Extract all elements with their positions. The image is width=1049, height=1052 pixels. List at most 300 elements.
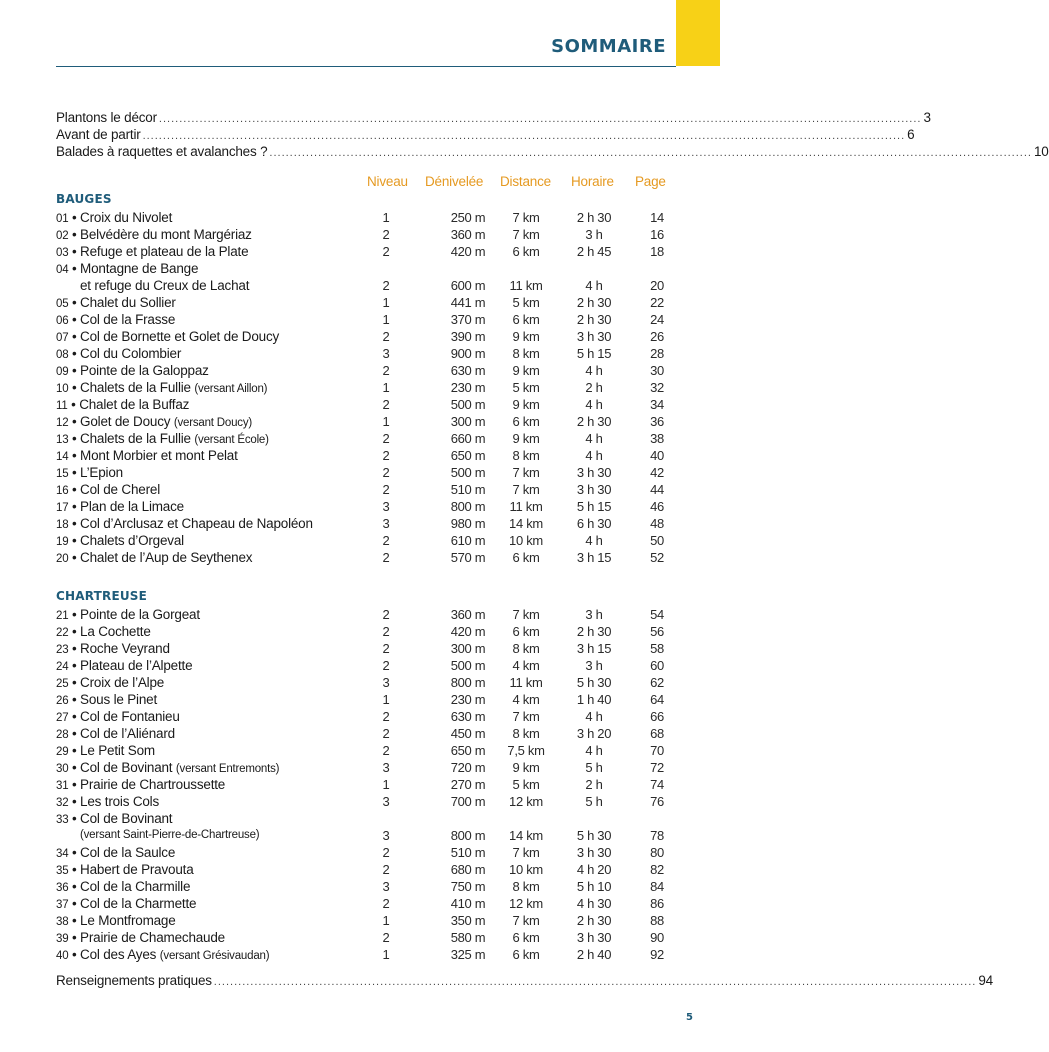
toc-label: Plantons le décor (56, 110, 157, 125)
route-page-value: 56 (650, 624, 664, 639)
leader-dots: ............................................................................................................................................................................................ (213, 976, 977, 988)
route-page (650, 532, 664, 549)
route-number: 31 (56, 780, 69, 792)
col-header-page: Page (635, 174, 666, 189)
route-horaire-value: 4 h (585, 397, 603, 412)
route-name: Col de Bovinant (80, 811, 173, 826)
route-row[interactable] (56, 464, 666, 481)
route-niveau-value: 2 (382, 930, 390, 945)
route-horaire-value: 2 h 30 (576, 295, 612, 310)
route-distance-value: 5 km (512, 777, 540, 792)
route-name: Habert de Pravouta (80, 862, 194, 877)
toc-page: 3 (923, 110, 931, 125)
route-number: 05 (56, 298, 69, 310)
route-name: Col de la Saulce (80, 845, 176, 860)
route-niveau-value: 1 (382, 295, 390, 310)
route-horaire-value: 2 h 30 (576, 312, 612, 327)
route-horaire-value: 4 h (585, 363, 603, 378)
route-variant: (versant École) (194, 434, 269, 446)
route-horaire-value: 4 h (585, 743, 603, 758)
route-niveau-value: 2 (382, 329, 390, 344)
route-distance-value: 10 km (509, 862, 543, 877)
route-name: L’Epion (80, 465, 123, 480)
route-row[interactable] (56, 861, 666, 878)
route-denivele-value: 630 m (450, 363, 486, 378)
route-row[interactable] (56, 209, 666, 226)
route-page (650, 209, 664, 226)
route-horaire-value: 5 h (585, 760, 603, 775)
bullet-separator: • (68, 862, 81, 877)
route-distance-value: 6 km (512, 244, 540, 259)
route-page (650, 277, 664, 294)
route-horaire-value: 5 h 15 (576, 499, 612, 514)
toc-intro-3[interactable] (56, 143, 1049, 160)
route-name: Le Petit Som (80, 743, 155, 758)
route-niveau-value: 2 (382, 482, 390, 497)
route-denivele-value: 500 m (450, 658, 486, 673)
route-niveau-value: 3 (382, 499, 390, 514)
route-page (650, 345, 664, 362)
bullet-separator: • (68, 380, 81, 395)
bullet-separator: • (68, 913, 81, 928)
route-name: Refuge et plateau de la Plate (80, 244, 249, 259)
route-denivele-value: 510 m (450, 482, 486, 497)
route-niveau-value: 3 (382, 675, 390, 690)
route-niveau-value: 1 (382, 380, 390, 395)
route-distance-value: 9 km (512, 431, 540, 446)
route-denivele-value: 360 m (450, 227, 486, 242)
route-number: 29 (56, 746, 69, 758)
bullet-separator: • (68, 641, 81, 656)
route-row[interactable] (56, 929, 666, 946)
route-row[interactable] (56, 878, 666, 895)
route-distance-value: 8 km (512, 726, 540, 741)
route-horaire-value: 3 h 30 (576, 930, 612, 945)
route-denivele-value: 510 m (450, 845, 486, 860)
route-number: 18 (56, 519, 69, 531)
bullet-separator: • (68, 930, 81, 945)
bullet-separator: • (68, 658, 81, 673)
bullet-separator: • (68, 482, 81, 497)
route-name: Belvédère du mont Margériaz (80, 227, 252, 242)
route-page (650, 640, 664, 657)
route-name: Col de l’Aliénard (80, 726, 175, 741)
route-distance-value: 12 km (509, 794, 543, 809)
route-row[interactable] (56, 396, 666, 413)
route-niveau-value: 2 (382, 533, 390, 548)
bullet-separator: • (68, 329, 81, 344)
route-horaire-value: 5 h 10 (576, 879, 612, 894)
route-row[interactable] (56, 895, 666, 912)
route-denivele-value: 450 m (450, 726, 486, 741)
route-horaire-value: 3 h (585, 658, 603, 673)
route-page (650, 793, 664, 810)
route-horaire-value: 3 h 15 (576, 550, 612, 565)
route-page-value: 24 (650, 312, 664, 327)
route-row[interactable] (56, 498, 666, 515)
route-row[interactable] (56, 708, 666, 725)
route-niveau-value: 2 (382, 709, 390, 724)
route-page-value: 62 (650, 675, 664, 690)
route-page-value: 54 (650, 607, 664, 622)
bullet-separator: • (68, 692, 81, 707)
route-niveau-value: 1 (382, 312, 390, 327)
route-horaire-value: 2 h 30 (576, 210, 612, 225)
route-distance-value: 7 km (512, 465, 540, 480)
bullet-separator: • (68, 726, 81, 741)
toc-label: Renseignements pratiques (56, 973, 212, 988)
route-horaire-value: 5 h 30 (576, 828, 612, 843)
route-name: Plan de la Limace (80, 499, 184, 514)
toc-page: 10 (1033, 144, 1049, 159)
route-horaire-value: 5 h 30 (576, 675, 612, 690)
route-niveau-value: 2 (382, 641, 390, 656)
section-heading: BAUGES (56, 192, 112, 206)
route-page (650, 878, 664, 895)
route-distance-value: 7 km (512, 607, 540, 622)
route-number: 13 (56, 434, 69, 446)
route-number: 33 (56, 814, 69, 826)
bullet-separator: • (68, 624, 81, 639)
route-horaire-value: 5 h 15 (576, 346, 612, 361)
toc-intro-2[interactable] (56, 126, 915, 143)
route-name: Col de la Charmille (80, 879, 191, 894)
route-distance-value: 14 km (509, 516, 543, 531)
route-row[interactable] (56, 844, 666, 861)
toc-label: Balades à raquettes et avalanches ? (56, 144, 268, 159)
route-name: Chalets de la Fullie (80, 431, 191, 446)
toc-outro[interactable] (56, 972, 993, 989)
route-distance-value: 8 km (512, 448, 540, 463)
route-row[interactable] (56, 725, 666, 742)
route-row[interactable] (56, 657, 666, 674)
route-number: 06 (56, 315, 69, 327)
bullet-separator: • (68, 261, 81, 276)
route-number: 25 (56, 678, 69, 690)
route-row[interactable] (56, 481, 666, 498)
route-distance-value: 8 km (512, 346, 540, 361)
bullet-separator: • (68, 244, 81, 259)
route-page-value: 44 (650, 482, 664, 497)
route-page (650, 844, 664, 861)
route-number: 12 (56, 417, 69, 429)
route-row[interactable] (56, 413, 666, 430)
route-name: Col de Bornette et Golet de Doucy (80, 329, 280, 344)
toc-page: 94 (978, 973, 993, 988)
route-niveau-value: 2 (382, 227, 390, 242)
route-horaire-value: 3 h 30 (576, 845, 612, 860)
route-niveau-value: 1 (382, 947, 390, 962)
route-number: 04 (56, 264, 69, 276)
route-row[interactable] (56, 328, 666, 345)
route-row[interactable] (56, 793, 666, 810)
col-header-denivele: Dénivelée (425, 174, 484, 189)
route-name: Prairie de Chamechaude (80, 930, 225, 945)
route-row[interactable] (56, 691, 666, 708)
route-denivele-value: 500 m (450, 465, 486, 480)
route-page-value: 16 (650, 227, 664, 242)
route-row[interactable] (56, 362, 666, 379)
route-page-value: 52 (650, 550, 664, 565)
route-page (650, 379, 664, 396)
route-distance-value: 11 km (509, 499, 543, 514)
route-page (650, 481, 664, 498)
route-distance-value: 7 km (512, 709, 540, 724)
bullet-separator: • (68, 879, 81, 894)
route-number: 24 (56, 661, 69, 673)
route-horaire-value: 4 h (585, 448, 603, 463)
route-horaire-value: 4 h 20 (576, 862, 612, 877)
route-niveau-value: 2 (382, 397, 390, 412)
route-denivele-value: 420 m (450, 244, 486, 259)
route-denivele-value: 800 m (450, 675, 486, 690)
route-number: 23 (56, 644, 69, 656)
route-page-value: 38 (650, 431, 664, 446)
route-denivele-value: 325 m (450, 947, 486, 962)
route-horaire-value: 2 h (585, 380, 603, 395)
route-niveau-value: 2 (382, 862, 390, 877)
route-variant: (versant Entremonts) (175, 763, 280, 775)
route-horaire-value: 4 h (585, 533, 603, 548)
route-number: 32 (56, 797, 69, 809)
route-number: 20 (56, 553, 69, 565)
bullet-separator: • (68, 227, 81, 242)
route-page-value: 14 (650, 210, 664, 225)
route-number: 34 (56, 848, 69, 860)
route-page-value: 82 (650, 862, 664, 877)
route-page (650, 606, 664, 623)
route-horaire-value: 3 h (585, 607, 603, 622)
route-niveau-value: 3 (382, 346, 390, 361)
route-horaire-value: 3 h 30 (576, 482, 612, 497)
route-row[interactable] (56, 776, 666, 793)
route-row[interactable] (56, 810, 666, 844)
route-number: 28 (56, 729, 69, 741)
route-page-value: 72 (650, 760, 664, 775)
route-denivele-value: 250 m (450, 210, 486, 225)
route-niveau-value: 2 (382, 607, 390, 622)
bullet-separator: • (68, 811, 81, 826)
route-denivele-value: 700 m (450, 794, 486, 809)
route-row[interactable] (56, 243, 666, 260)
route-row[interactable] (56, 549, 666, 566)
toc-intro-1[interactable] (56, 109, 931, 126)
route-niveau-value: 2 (382, 896, 390, 911)
route-page-value: 90 (650, 930, 664, 945)
route-row[interactable] (56, 226, 666, 243)
route-niveau-value: 1 (382, 210, 390, 225)
route-number: 08 (56, 349, 69, 361)
route-row[interactable] (56, 379, 666, 396)
route-number: 07 (56, 332, 69, 344)
route-denivele-value: 680 m (450, 862, 486, 877)
route-niveau-value: 3 (382, 794, 390, 809)
route-name-continued: et refuge du Creux de Lachat (80, 278, 250, 293)
route-distance-value: 11 km (509, 675, 543, 690)
route-name: Chalet du Sollier (80, 295, 176, 310)
bullet-separator: • (68, 431, 81, 446)
route-horaire-value: 6 h 30 (576, 516, 612, 531)
page-number: 5 (686, 1012, 693, 1023)
route-row[interactable] (56, 515, 666, 532)
bullet-separator: • (68, 947, 81, 962)
bullet-separator: • (68, 346, 81, 361)
bullet-separator: • (68, 448, 81, 463)
route-niveau-value: 2 (382, 278, 390, 293)
route-page (650, 708, 664, 725)
route-page (650, 413, 664, 430)
route-distance-value: 7 km (512, 210, 540, 225)
bullet-separator: • (68, 794, 81, 809)
route-row[interactable] (56, 640, 666, 657)
route-niveau-value: 2 (382, 448, 390, 463)
route-row[interactable] (56, 606, 666, 623)
route-denivele-value: 570 m (450, 550, 486, 565)
route-denivele-value: 350 m (450, 913, 486, 928)
route-name: Le Montfromage (80, 913, 176, 928)
route-variant: (versant Doucy) (173, 417, 253, 429)
page-title: SOMMAIRE (551, 36, 666, 57)
route-niveau-value: 2 (382, 363, 390, 378)
route-row[interactable] (56, 260, 666, 294)
route-distance-value: 8 km (512, 641, 540, 656)
route-niveau-value: 2 (382, 743, 390, 758)
route-page-value: 32 (650, 380, 664, 395)
route-distance-value: 9 km (512, 329, 540, 344)
route-page (650, 657, 664, 674)
route-row[interactable] (56, 912, 666, 929)
route-page-value: 20 (650, 278, 664, 293)
route-row[interactable] (56, 311, 666, 328)
route-denivele-value: 650 m (450, 448, 486, 463)
route-name: Les trois Cols (80, 794, 160, 809)
route-row[interactable] (56, 447, 666, 464)
route-number: 10 (56, 383, 69, 395)
route-horaire-value: 2 h 45 (576, 244, 612, 259)
route-number: 02 (56, 230, 69, 242)
route-row[interactable] (56, 430, 666, 447)
route-denivele-value: 360 m (450, 607, 486, 622)
route-page (650, 549, 664, 566)
route-number: 35 (56, 865, 69, 877)
route-page-value: 66 (650, 709, 664, 724)
route-denivele-value: 420 m (450, 624, 486, 639)
route-niveau-value: 2 (382, 465, 390, 480)
route-page (650, 912, 664, 929)
route-page-value: 60 (650, 658, 664, 673)
bullet-separator: • (68, 312, 81, 327)
route-horaire-value: 4 h (585, 709, 603, 724)
route-name: Col d’Arclusaz et Chapeau de Napoléon (80, 516, 313, 531)
route-distance-value: 6 km (512, 624, 540, 639)
route-name: Golet de Doucy (80, 414, 171, 429)
route-niveau-value: 2 (382, 244, 390, 259)
route-page (650, 311, 664, 328)
route-name: Col de Fontanieu (80, 709, 180, 724)
route-page (650, 430, 664, 447)
route-variant: (versant Saint-Pierre-de-Chartreuse) (80, 829, 260, 841)
route-distance-value: 6 km (512, 930, 540, 945)
route-page (650, 447, 664, 464)
route-horaire-value: 3 h 15 (576, 641, 612, 656)
route-name: Col de la Charmette (80, 896, 197, 911)
route-horaire-value: 3 h 30 (576, 329, 612, 344)
route-denivele-value: 580 m (450, 930, 486, 945)
route-page-value: 28 (650, 346, 664, 361)
route-name: Croix de l’Alpe (80, 675, 165, 690)
bullet-separator: • (68, 743, 81, 758)
col-header-horaire: Horaire (571, 174, 614, 189)
leader-dots: ............................................................................................................................................................................................ (158, 113, 922, 125)
route-niveau-value: 1 (382, 913, 390, 928)
route-niveau-value: 2 (382, 726, 390, 741)
section-heading: CHARTREUSE (56, 589, 148, 603)
route-name-line (56, 549, 252, 568)
route-row[interactable] (56, 623, 666, 640)
route-row[interactable] (56, 946, 666, 963)
route-page (650, 515, 664, 532)
bullet-separator: • (68, 896, 81, 911)
route-row[interactable] (56, 674, 666, 691)
route-distance-value: 6 km (512, 550, 540, 565)
route-distance-value: 7,5 km (507, 743, 545, 758)
route-denivele-value: 410 m (450, 896, 486, 911)
route-horaire-value: 3 h 30 (576, 465, 612, 480)
route-page-value: 50 (650, 533, 664, 548)
route-niveau-value: 1 (382, 692, 390, 707)
route-page-value: 80 (650, 845, 664, 860)
bullet-separator: • (68, 550, 81, 565)
route-page (650, 759, 664, 776)
route-page-value: 36 (650, 414, 664, 429)
bullet-separator: • (68, 607, 81, 622)
route-distance-value: 7 km (512, 845, 540, 860)
route-page (650, 294, 664, 311)
route-denivele-value: 390 m (450, 329, 486, 344)
route-page (650, 742, 664, 759)
route-row[interactable] (56, 759, 666, 776)
route-page (650, 623, 664, 640)
route-page (650, 725, 664, 742)
route-name: La Cochette (80, 624, 151, 639)
route-distance-value: 14 km (509, 828, 543, 843)
route-horaire-value: 5 h (585, 794, 603, 809)
route-distance-value: 12 km (509, 896, 543, 911)
bullet-separator: • (68, 675, 81, 690)
bullet-separator: • (67, 397, 80, 412)
route-horaire-value: 3 h (585, 227, 603, 242)
route-number: 15 (56, 468, 69, 480)
route-row[interactable] (56, 532, 666, 549)
route-page (650, 464, 664, 481)
route-row[interactable] (56, 742, 666, 759)
route-number: 03 (56, 247, 69, 259)
route-page-value: 34 (650, 397, 664, 412)
bullet-separator: • (68, 414, 81, 429)
bullet-separator: • (68, 295, 81, 310)
route-denivele-value: 900 m (450, 346, 486, 361)
route-denivele-value: 230 m (450, 380, 486, 395)
route-page (650, 362, 664, 379)
route-horaire-value: 2 h 40 (576, 947, 612, 962)
route-row[interactable] (56, 294, 666, 311)
route-row[interactable] (56, 345, 666, 362)
route-number: 36 (56, 882, 69, 894)
route-niveau-value: 2 (382, 845, 390, 860)
route-denivele-value: 270 m (450, 777, 486, 792)
route-horaire-value: 1 h 40 (576, 692, 612, 707)
route-denivele-value: 630 m (450, 709, 486, 724)
